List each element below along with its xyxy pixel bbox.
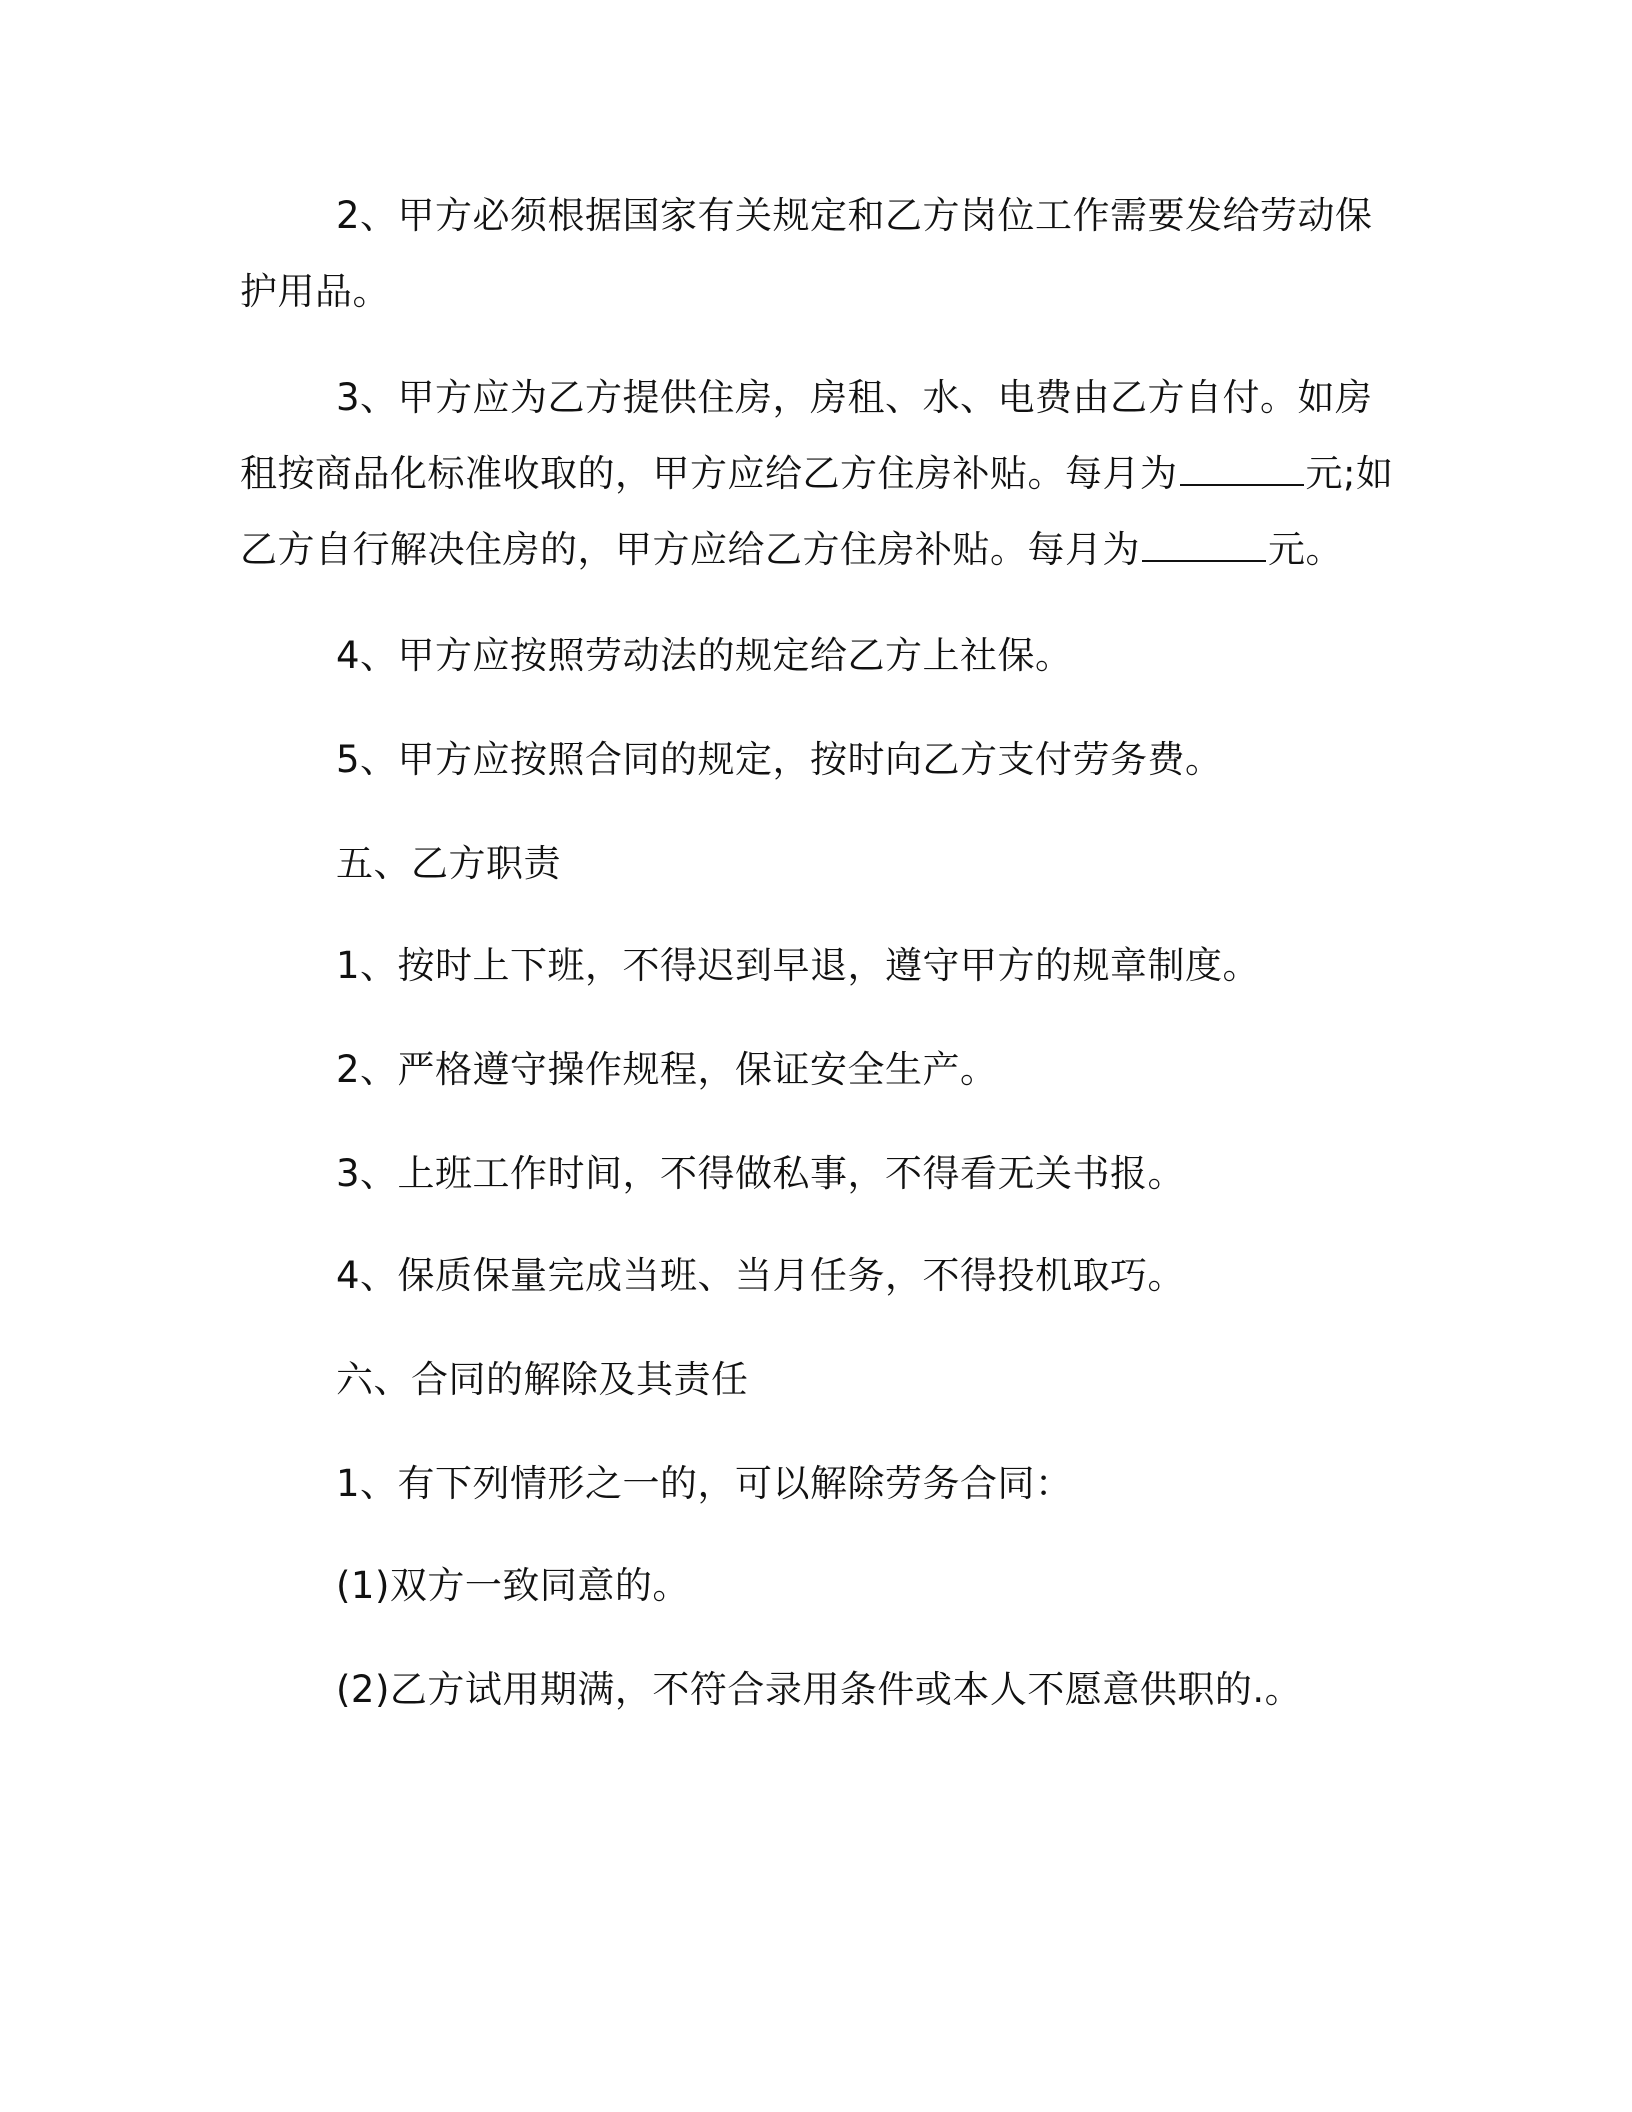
paragraph-text: 元。 (1268, 528, 1343, 571)
paragraph-text: (1)双方一致同意的。 (336, 1564, 690, 1607)
paragraph-protective-supplies (240, 178, 1400, 330)
paragraph-duty-3 (336, 1136, 1496, 1212)
paragraph-text: (2)乙方试用期满，不符合录用条件或本人不愿意供职的.。 (336, 1668, 1303, 1711)
paragraph-housing (240, 360, 1400, 588)
paragraph-termination-1-1 (336, 1548, 1496, 1624)
paragraph-duty-4 (336, 1238, 1496, 1314)
section-heading: 六、合同的解除及其责任 (336, 1358, 749, 1401)
fill-in-blank (1180, 454, 1304, 486)
paragraph-text: 元;如乙方自行解决住房的，甲方应给乙方住房补贴。每月为 (240, 452, 1394, 571)
paragraph-termination-1 (336, 1446, 1496, 1522)
paragraph-text: 4、保质保量完成当班、当月任务，不得投机取巧。 (336, 1254, 1186, 1297)
paragraph-termination-1-2 (336, 1652, 1496, 1728)
section-heading-termination (336, 1342, 1496, 1418)
paragraph-text: 3、甲方应为乙方提供住房，房租、水、电费由乙方自付。如房租按商品化标准收取的，甲方应给乙方住房补贴。每月为 (240, 376, 1373, 495)
paragraph-duty-2 (336, 1032, 1496, 1108)
section-heading: 五、乙方职责 (336, 842, 561, 885)
paragraph-duty-1 (336, 928, 1496, 1004)
paragraph-text: 2、甲方必须根据国家有关规定和乙方岗位工作需要发给劳动保护用品。 (240, 194, 1373, 313)
fill-in-blank (1142, 530, 1266, 562)
paragraph-social-insurance (336, 618, 1496, 694)
section-heading-party-b-duties (336, 826, 1496, 902)
paragraph-text: 1、按时上下班，不得迟到早退，遵守甲方的规章制度。 (336, 944, 1261, 987)
paragraph-text: 1、有下列情形之一的，可以解除劳务合同： (336, 1462, 1073, 1505)
paragraph-labor-fee (336, 722, 1496, 798)
paragraph-text: 2、严格遵守操作规程，保证安全生产。 (336, 1048, 998, 1091)
paragraph-text: 5、甲方应按照合同的规定，按时向乙方支付劳务费。 (336, 738, 1223, 781)
paragraph-text: 3、上班工作时间，不得做私事，不得看无关书报。 (336, 1152, 1186, 1195)
paragraph-text: 4、甲方应按照劳动法的规定给乙方上社保。 (336, 634, 1073, 677)
